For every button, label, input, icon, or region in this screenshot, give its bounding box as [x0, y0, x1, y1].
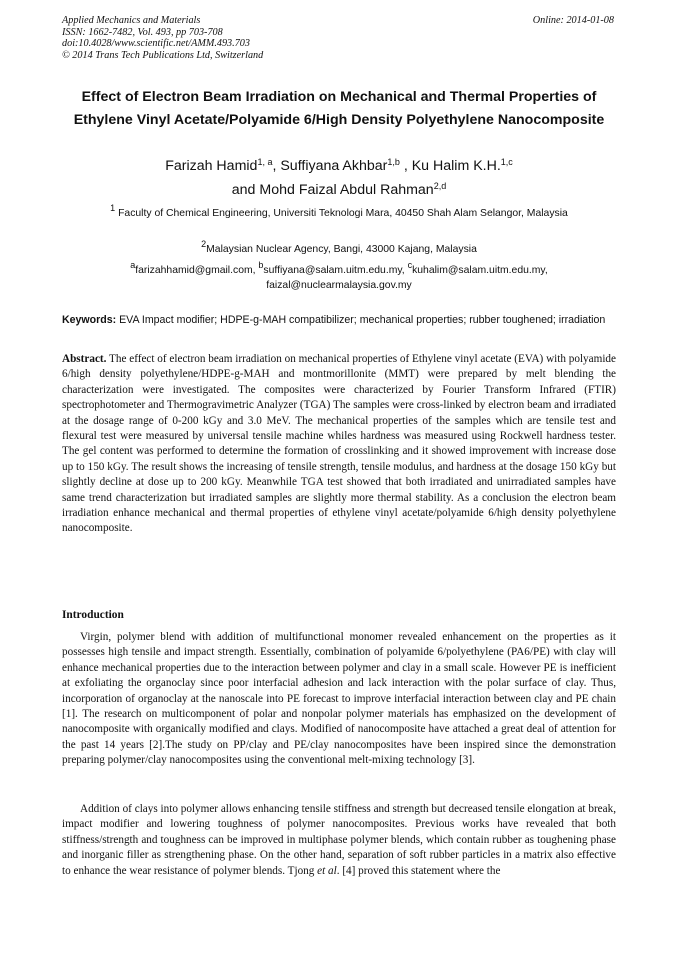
affiliation-text: Malaysian Nuclear Agency, Bangi, 43000 Kajang, Malaysia	[206, 244, 477, 255]
author-sup: 1, a	[257, 157, 273, 167]
keywords	[62, 313, 616, 328]
journal-header	[62, 15, 263, 61]
author-name: Farizah Hamid	[165, 158, 258, 174]
author-name: Mohd Faizal Abdul Rahman	[259, 182, 434, 198]
email-address: kuhalim@salam.uitm.edu.my, faizal@nuclearmalaysia.gov.my	[266, 265, 548, 291]
email-sup: c	[407, 260, 413, 270]
author-name: Suffiyana Akhbar	[280, 158, 388, 174]
author-list	[62, 154, 616, 202]
paragraph-text: Addition of clays into polymer allows enhancing tensile stiffness and strength but decreased tensile elongation at break, impact modifier and lowering toughness of polymer nanocomposites. Previous works have revealed that both stiffness/strength and toughness can be improved in multiphase polymer blends, which contain rubber as toughening phase and inorganic filler as strengthening phase. On the other hand, separation of soft rubber particles in a matrix also effective to enhance the wear resistance of polymer blends. Tjong	[62, 803, 616, 877]
affiliation-text: Faculty of Chemical Engineering, Universiti Teknologi Mara, 40450 Shah Alam Selangor, Malaysia	[115, 208, 568, 219]
doi-line: doi:10.4028/www.scientific.net/AMM.493.703	[62, 38, 250, 50]
paper-title: Effect of Electron Beam Irradiation on Mechanical and Thermal Properties of Ethylene Vinyl Acetate/Polyamide 6/High Density Polyethylene Nanocomposite	[73, 89, 605, 128]
author-and: and	[231, 182, 260, 198]
email-address: suffiyana@salam.uitm.edu.my,	[263, 265, 408, 276]
intro-paragraph-2	[62, 802, 616, 879]
affiliation-1	[70, 203, 608, 221]
author-sup: 2,d	[433, 181, 447, 191]
online-date: Online: 2014-01-08	[532, 15, 614, 26]
abstract	[62, 352, 616, 537]
intro-paragraph-1: Virgin, polymer blend with addition of multifunctional monomer revealed enhancement on the properties as it possesses high tensile and impact strength. Essentially, combination of polyamide 6/polyethylene (PA6/PE) with clay will enhance mechanical properties due to the interaction between polymer and clay in a small scale. However PE is inefficient at exfoliating the organoclay since poor interfacial adhesion and lack interaction with the polar surface of clay. Thus, incorporation of organoclay at the nanoscale into PE forecast to improve interfacial interaction between clay and PE chain [1]. The research on multicomponent of polar and nonpolar polymer materials has emphasized on the development of nanocomposite with organically modified and clays. Modified of nanocomposite have attached a great deal of attention for the past 14 years [2].The study on PP/clay and PE/clay nanocomposites have been inspired since the demonstration preparing polymer/clay nanocomposites using the conventional melt-mixing technology [3].	[62, 631, 616, 767]
keywords-label: Keywords:	[62, 314, 117, 326]
abstract-text: The effect of electron beam irradiation on mechanical properties of Ethylene vinyl acetate (EVA) with polyamide 6/high density polyethylene/HDPE-g-MAH and montmorillonite (MMT) were prepared by melt blending the characterization were investigated. The composites were characterized by Fourier Transform Infrared (FTIR) spectrophotometer and Thermogravimetric Analyzer (TGA) The samples were cross-linked by electron beam and irradiated at the dosage range of 0-200 kGy and 3.0 MeV. The mechanical properties of the samples which are tensile test and flexural test were measured by universal tensile machine whiles hardness was measured using Rockwell hardness tester. The gel content was performed to determine the formation of crosslinking and it showed improvement with increase dose up to 150 kGy. The result shows the increasing of tensile strength, tensile modulus, and hardness at the dosage 150 kGy but slightly decline at dose up to 200 kGy. Meanwhile TGA test showed that both irradiated and unirradiated samples have same trend characterization but irradiated samples are slightly more thermal stability. As a conclusion the electron beam irradiation enhance mechanical and thermal properties of ethylene vinyl acetate/polyamide 6/high density polyethylene nanocomposite.	[62, 353, 616, 535]
affiliation-sup: 2	[201, 239, 207, 249]
affiliation-2	[70, 239, 608, 257]
author-sup: 1,b	[387, 157, 400, 167]
affiliation-sup: 1	[110, 203, 116, 213]
paragraph-italic: et al	[317, 864, 337, 877]
author-emails	[70, 260, 608, 293]
email-sup: b	[258, 260, 264, 270]
author-sup: 1,c	[500, 157, 513, 167]
keywords-text: EVA Impact modifier; HDPE-g-MAH compatibilizer; mechanical properties; rubber toughened; irradiation	[116, 314, 606, 326]
author-sep: ,	[399, 158, 412, 174]
author-sep: ,	[272, 158, 281, 174]
abstract-label: Abstract.	[62, 353, 107, 365]
issn-line: ISSN: 1662-7482, Vol. 493, pp 703-708	[62, 26, 223, 38]
journal-name: Applied Mechanics and Materials	[62, 15, 201, 26]
copyright-line: © 2014 Trans Tech Publications Ltd, Switzerland	[62, 49, 264, 61]
paragraph-text: . [4] proved this statement where the	[336, 864, 501, 877]
author-name: Ku Halim K.H.	[411, 158, 501, 174]
email-sup: a	[130, 260, 136, 270]
section-heading: Introduction	[62, 609, 124, 621]
email-address: farizahhamid@gmail.com,	[135, 265, 259, 276]
